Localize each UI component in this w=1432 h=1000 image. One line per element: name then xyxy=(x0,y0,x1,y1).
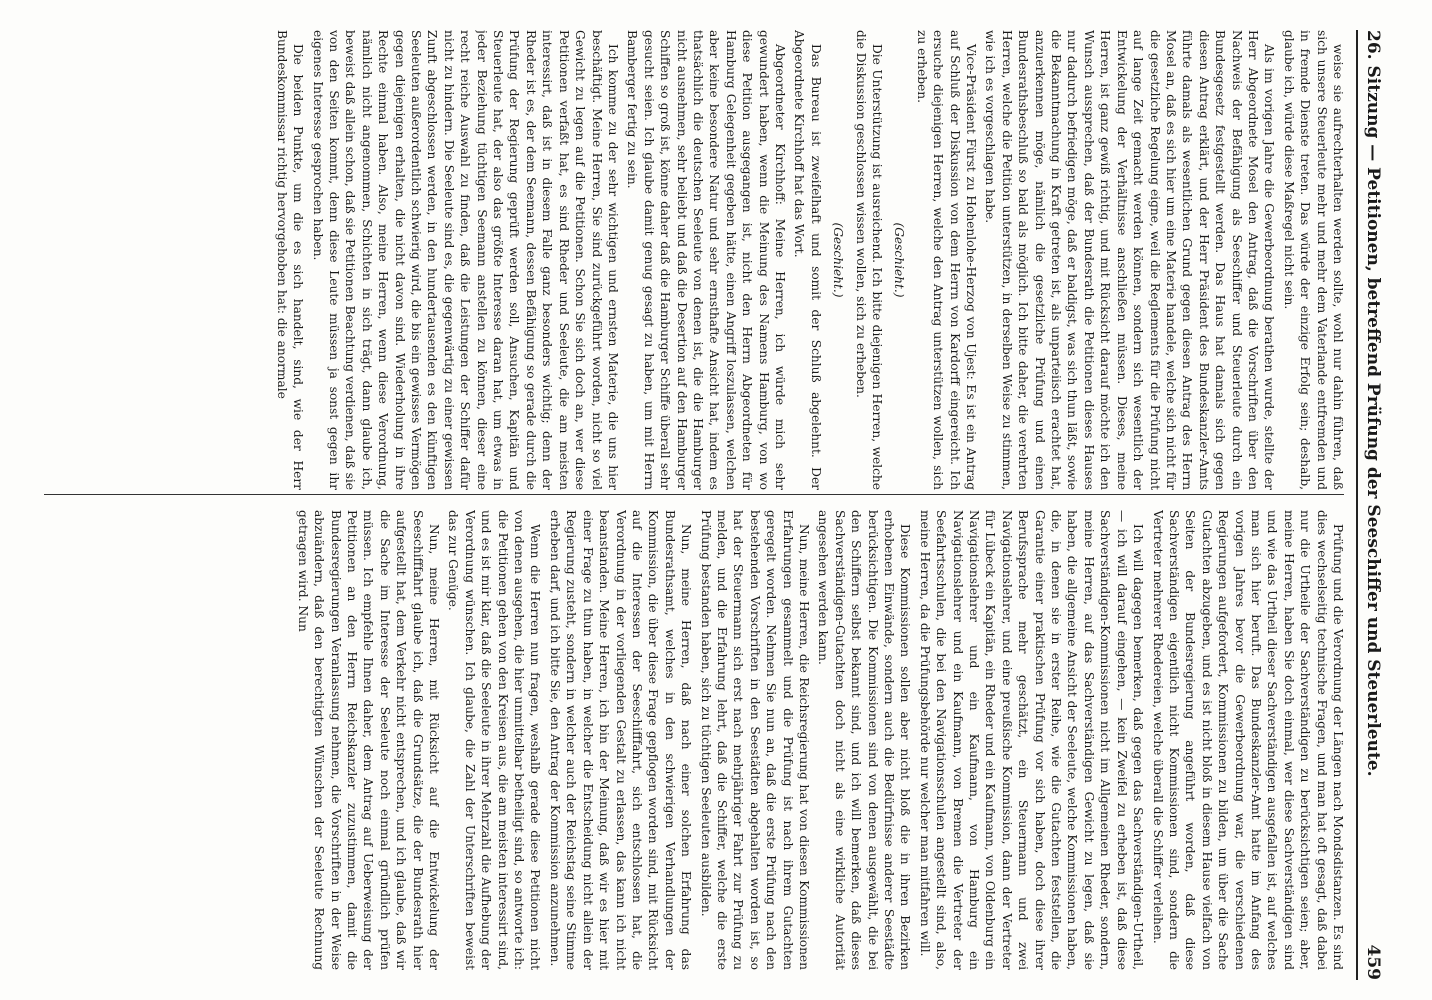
paragraph: Nun, meine Herren, mit Rücksicht auf die Entwickelung der Seeschifffahrt glaube ich, daß die Grundsätze, die der Bundesrath hier aufgestellt hat, dem Verkehr nicht entsprechen, und ich glaube, daß wir die Sache im Interesse der Seeleute noch einmal gründlich prüfen müssen. Ich empfehle Ihnen daher, dem Antrag auf Ueberweisung der Petitionen an den Herrn Reichskanzler zuzustimmen, damit die Bundesregierungen Veranlassung nehmen, die Vorschriften in der Weise abzuändern, daß den berechtigten Wünschen der Seeleute Rechnung getragen wird. Nun xyxy=(295,510,442,970)
paragraph: Als im vorigen Jahre die Gewerbeordnung berathen wurde, stellte der Herr Abgeordnete Mosel den Antrag, daß die Vorschriften über den Nachweis der Befähigung als Seeschiffer und Steuerleute durch ein Bundesgesetz festgestellt werden. Das Haus hat damals sich gegen diesen Antrag erklärt, und der Herr Präsident des Bundeskanzler-Amts führte damals als wesentlichen Grund gegen diesen Antrag des Herrn Mosel an, daß es sich hier um eine Materie handele, welche sich nicht für die gesetzliche Regelung eigne, weil die Reglements für die Prüfung nicht auf lange Zeit gemacht werden können, sondern sich wesentlich der Entwickelung der Verhältnisse anschließen müssen. Dieses, meine Herren, ist ganz gewiß richtig, und mit Rücksicht darauf möchte ich den Wunsch aussprechen, daß der Bundesrath die Petitionen dieses Hauses nur dadurch befriedigen möge, daß er baldigst, was sich thun läßt, sowie die Bekanntmachung in Kraft getreten ist, als unparteiisch erachtet hat, anzuerkennen möge, nämlich die gesetzliche Prüfung und einen Bundesrathsbeschluß so bald als möglich. Ich bitte daher, die verehrten Herren, welche die Petition unterstützen, in derselben Weise zu stimmen, wie ich es vorgeschlagen habe. xyxy=(983,30,1277,490)
running-head: 26. Sitzung — Petitionen, betreffend Prüfung der Seeschiffer und Steuerleute. xyxy=(1363,30,1383,777)
paragraph: Nun, meine Herren, die Reichsregierung hat von diesen Kommissionen Erfahrungen gesammelt und die Prüfung ist nach ihrem Gutachten geregelt worden. Nehmen Sie nun an, daß die erste Prüfung nach den bestehenden Vorschriften in den Seestädten abgehalten worden ist, so hat der Steuermann sich erst nach mehrjähriger Fahrt zur Prüfung zu melden, und die Erfahrung lehrt, daß die Schiffer, welche die erste Prüfung bestanden haben, sich zu tüchtigen Seeleuten ausbilden. xyxy=(698,510,811,970)
right-column xyxy=(46,510,1346,970)
left-column xyxy=(46,30,1346,490)
paragraph: Abgeordneter Kirchhoff: Meine Herren, ich würde mich sehr gewundert haben, wenn die Meinung des Namens Hamburg, von wo diese Petition ausgegangen ist, nicht den Herrn Abgeordneten für Hamburg Gelegenheit gegeben hätte, einen Angriff loszulassen, welchen aber keine besondere Natur und sehr ernsthafte Ansicht hat, indem es thatsächlich die deutschen Seeleute von denen ist, die die Hamburger nicht ausnehmen, sehr beliebt und daß die Desertion auf den Hamburger Schiffen so groß ist, könne daher daß die Hamburger Schiffe überall sehr gesucht seien. Ich glaube damit genug gesagt zu haben, um mit Herrn Bamberger fertig zu sein. xyxy=(625,30,787,490)
column-divider xyxy=(44,494,1344,495)
paragraph: Die beiden Punkte, um die es sich handelt, sind, wie der Herr Bundeskommissar richtig hervorgehoben hat: die anormale xyxy=(274,30,306,490)
page-header xyxy=(1360,30,1386,980)
paragraph: Prüfung und die Verordnung der Längen nach Mondsdistanzen. Es sind dies wechselseitig technische Fragen, und man hat oft gesagt, daß dabei nur die Urtheile der Sachverständigen zu berücksichtigen seien; aber, meine Herren, haben Sie doch einmal, wer diese Sachverständigen sind und wie das Urtheil dieser Sachverständigen ausgefallen ist, auf welches man sich hier beruft. Das Bundeskanzler-Amt hatte im Anfang des vorigen Jahres bevor die Gewerbeordnung war, die verschiedenen Regierungen aufgefordert, Kommissionen zu bilden, um über die Sache Gutachten abzugeben, und es ist nicht bloß in diesem Hause vielfach von Seiten der Bundesregierung angeführt worden, daß diese Sachverständigen eigentlich nicht Kommissionen sind, sondern die Vertreter mehrerer Rhedereien, welche überall die Schiffer verleihen. xyxy=(1150,510,1345,970)
paragraph: Ich komme zu der sehr wichtigen und ernsten Materie, die uns hier beschäftigt. Meine Herren, Sie sind zurückgeführt worden, nicht so viel Gewicht zu legen auf die Petitionen. Schon Sie sich doch an, wer diese Petitionen verfaßt hat, es sind Rheder und Seeleute, die am meisten interessirt, daß ist in diesem Falle ganz besonders wichtig; denn der Rheder ist es, der dem Seemann, dessen Befähigung so gerade durch die Prüfung der Regierung geprüft werden soll, Ansuchen, Kapitän und Steuerleute hat, der also das größte Interesse daran hat, um etwas in jeder Beziehung tüchtigen Seemann anstellen zu können, dieser eine recht reiche Auswahl zu finden, daß die Leistungen der Schiffer dafür nicht zu hindern. Die Seeleute sind es, die gegenwärtig zu einer gewissen Zunft abgeschlossen werden, in den hundertausenden es den künftigen Seeleuten außerordentlich schwierig wird, die bis ein gewisses Vermögen gegen diejenigen erhalten, die nicht davon sind. Wiederholung in ihre Rechte einmal haben. Also, meine Herren, wenn diese Verordnung, nämlich nicht angenommen, Schichten in sich trägt, dann glaube ich, beweist daß allein schon, daß sie Petitionen Beachtung verdienen, daß sie von den Seiten kommt, denn diese Leute müssen ja sonst gegen ihr eigenes Interesse gesprochen haben. xyxy=(310,30,620,490)
paragraph: Diese Kommissionen sollen aber nicht bloß die in ihren Bezirken erhobenen Einwände, sondern auch die Bedürfnisse anderer Seestädte berücksichtigen. Die Kommissionen sind von denen ausgewählt, die bei den Schiffern selbst bekannt sind, und ich will bemerken, daß dieses Sachverständigen-Gutachten doch nicht als eine wirkliche Autorität angesehen werden kann. xyxy=(816,510,913,970)
page-number: 459 xyxy=(1363,944,1383,980)
stage-direction: (Geschieht.) xyxy=(892,222,907,298)
stage-direction: (Geschieht.) xyxy=(831,222,846,298)
page-content xyxy=(32,0,1392,1000)
header-rule xyxy=(1356,30,1358,980)
paragraph: Die Unterstützung ist ausreichend. Ich bitte diejenigen Herren, welche die Diskussion geschlossen wissen wollen, sich zu erheben. xyxy=(853,30,885,490)
paragraph: weise sie aufrechterhalten werden sollte, wohl nur dahin führen, daß sich unsere Steuerleute mehr und mehr dem Vaterlande entfremden und in fremde Dienste treten. Das würde der einzige Erfolg sein; deshalb, glaube ich, würde diese Maßregel nicht sein. xyxy=(1281,30,1345,490)
paragraph: Das Bureau ist zweifelhaft und somit der Schluß abgelehnt. Der Abgeordnete Kirchhoff hat das Wort. xyxy=(792,30,823,490)
paragraph: Ich will dagegen bemerken, daß gegen das Sachverständigen-Urtheil, — ich will darauf eingehen, — kein Zweifel zu erheben ist, daß diese Sachverständigen-Kommissionen nicht im Allgemeinen Rheder, sondern, meine Herren, auf das Sachverständigen Gewicht zu legen, daß sie haben, die allgemeine Ansicht der Seeleute, welche Kommissionen haben, die, in denen sie in erster Reihe, wie die Gutachten feststellen, die Garantie einer praktischen Prüfung vor sich haben, doch diese ihrer Berufssprache mehr geschätzt, ein Steuermann und zwei Navigationslehrer, und eine preußische Kommission, dann der Vertreter für Lübeck ein Kapitän, ein Rheder und ein Kaufmann, von Oldenburg ein Navigationslehrer und ein Kaufmann, von Hamburg ein Navigationslehrer und ein Kaufmann, von Bremen die Vertreter der Seefahrtsschulen, die bei den Navigationsschulen angestellt sind, also, meine Herren, da die Prüfungsbehörde nur welcher man mitfahren will. xyxy=(917,510,1146,970)
paragraph: Wenn die Herren nun fragen, weshalb gerade diese Petitionen nicht von denen ausgehen, die hier unmittelbar betheiligt sind, so antworte ich: die Petitionen gehen von den Kreisen aus, die am meisten interessirt sind, und es ist mir klar, daß die Seeleute in ihrer Mehrzahl die Aufhebung der Verordnung wünschen. Ich glaube, die Zahl der Unterschriften beweist das zur Genüge. xyxy=(446,510,543,970)
paragraph: Nun, meine Herren, daß nach einer solchen Erfahrung das Bundesrathsamt, welches in den schwierigen Verhandlungen der Kommission, die über diese Frage gepflogen worden sind, mit Rücksicht auf die Interessen der Seeschifffahrt, sich entschlossen hat, die Verordnung in der vorliegenden Gestalt zu erlassen, das kann ich nicht beanstanden. Meine Herren, ich bin der Meinung, daß wir es hier mit einer Frage zu thun haben, in welcher die Entscheidung nicht allein der Regierung zusteht, sondern in welcher auch der Reichstag seine Stimme erheben darf, und ich bitte Sie, den Antrag der Kommission anzunehmen. xyxy=(547,510,694,970)
paragraph: Vice-Präsident Fürst zu Hohenlohe-Herzog von Ujest: Es ist ein Antrag auf Schluß der Diskussion von dem Herrn von Kardorff eingereicht. Ich ersuche diejenigen Herren, welche den Antrag unterstützen wollen, sich zu erheben. xyxy=(914,30,979,490)
